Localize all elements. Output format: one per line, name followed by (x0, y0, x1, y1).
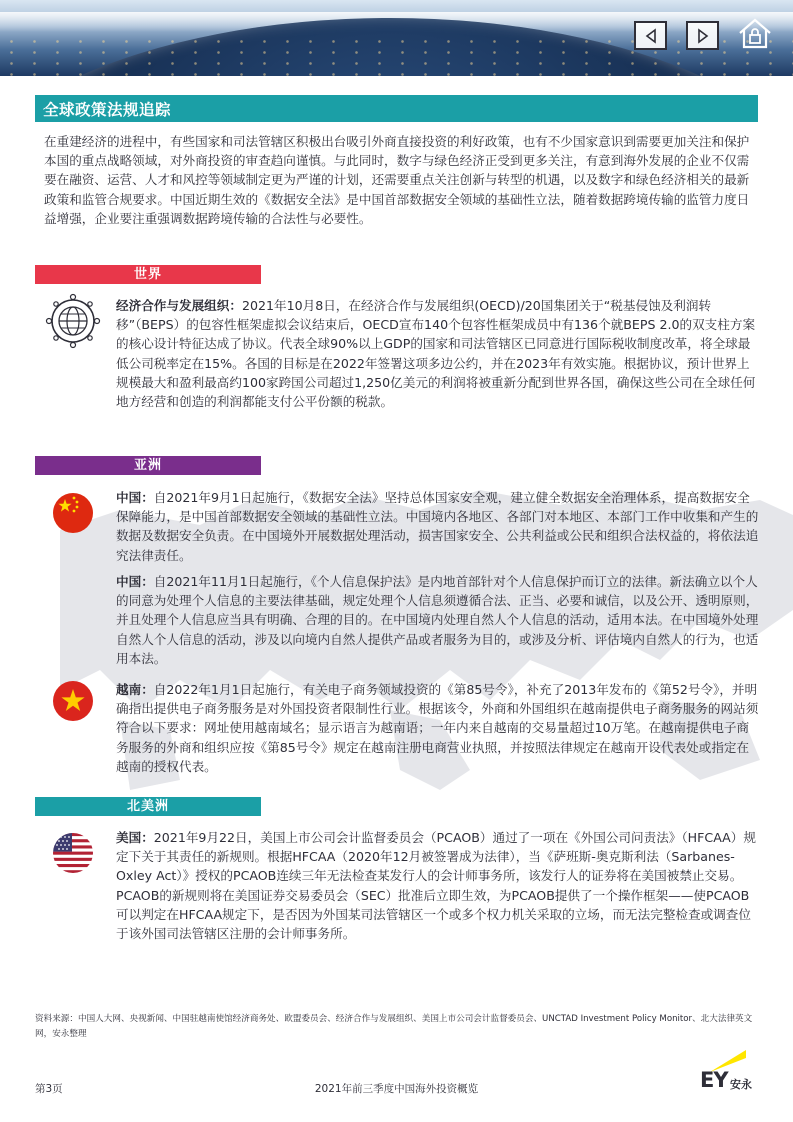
previous-page-button[interactable] (634, 21, 667, 50)
entry-lead: 越南： (116, 682, 154, 697)
entry-vietnam (116, 680, 759, 776)
entry-lead: 经济合作与发展组织： (116, 298, 242, 313)
entry-oecd (116, 296, 759, 411)
vietnam-flag-icon (44, 672, 104, 732)
region-label-world: 世界 (35, 265, 261, 284)
entry-usa (116, 828, 759, 943)
usa-flag-icon (44, 824, 104, 884)
page-title: 全球政策法规追踪 (43, 100, 172, 119)
ey-logo-text: EY (700, 1068, 728, 1092)
home-button[interactable] (737, 16, 773, 50)
sources-note: 资料来源：中国人大网、央视新闻、中国驻越南使馆经济商务处、欧盟委员会、经济合作与发展组织、美国上市公司会计监督委员会、UNCTAD Investment Policy Monitor、北大法律英文网，安永整理 (35, 1014, 753, 1039)
page-title-bar (35, 95, 758, 122)
entry-lead: 美国： (116, 830, 154, 845)
china-flag-icon (44, 484, 104, 544)
entry-text: 自2021年9月1日起施行，《数据安全法》坚持总体国家安全观，建立健全数据安全治理体系，提高数据安全保障能力，是中国首部数据安全领域的基础性立法。中国境内各地区、各部门对本地区、本部门工作中收集和产生的数据及数据安全负责。在中国境外开展数据处理活动，损害国家安全、公共利益或公民和组织合法权益的，将依法追究法律责任。 (116, 490, 759, 563)
intro-paragraph: 在重建经济的进程中，有些国家和司法管辖区积极出台吸引外商直接投资的利好政策，也有不少国家意识到需要更加关注和保护本国的重点战略领域，对外商投资的审查趋向谨慎。与此同时，数字与绿色经济正受到更多关注，有意到海外发展的企业不仅需要在融资、运营、人才和风控等领域制定更为严谨的计划，还需要重点关注创新与转型的机遇，以及数字和绿色经济相关的最新政策和监管合规要求。中国近期生效的《数据安全法》是中国首部数据安全领域的基础性立法，随着数据跨境传输的监管力度日益增强，企业要注重强调数据跨境传输的合法性与必要性。 (44, 134, 750, 226)
report-title: 2021年前三季度中国海外投资概览 (314, 1083, 479, 1095)
entry-text: 2021年10月8日，在经济合作与发展组织(OECD)/20国集团关于“税基侵蚀及利润转移”（BEPS）的包容性框架虚拟会议结束后，OECD宣布140个包容性框架成员中有136个就BEPS 2.0的双支柱方案的核心设计特征达成了协议。代表全球90%以上GDP的国家和司法管辖区已同意进行国际税收制度改革，将全球最低公司税率定在15%。各国的目标是在2022年签署这项多边公约，并在2023年有效实施。根据协议，预计世界上规模最大和盈利最高约100家跨国公司超过1,250亿美元的利润将被重新分配到世界各国，确保这些公司在全球任何地方经营和创造的利润都能支付公平份额的税款。 (116, 298, 756, 410)
entry-text: 2021年9月22日，美国上市公司会计监督委员会（PCAOB）通过了一项在《外国公司问责法》（HFCAA）规定下关于其责任的新规则。根据HFCAA（2020年12月被签署成为法律），当《萨班斯-奥克斯利法（Sarbanes-Oxley Act）》授权的PCAOB连续三年无法检查某发行人的会计师事务所，该发行人的证券将在美国被禁止交易。PCAOB的新规则将在美国证券交易委员会（SEC）批准后立即生效，为PCAOB提供了一个操作框架——使PCAOB可以判定在HFCAA规定下，是否因为外国某司法管辖区一个或多个权力机关采取的立场，而无法完整检查或调查位于该外国司法管辖区注册的会计师事务所。 (116, 830, 756, 942)
header-banner (0, 0, 793, 76)
next-arrow-icon (695, 28, 711, 44)
entry-text: 自2022年1月1日起施行，有关电子商务领域投资的《第85号令》，补充了2013年发布的《第52号令》，并明确指出提供电子商务服务是对外国投资者限制性行业。根据该令，外商和外国组织在越南提供电子商务服务的网站须符合以下要求：网址使用越南域名；显示语言为越南语；一年内来自越南的交易量超过10万笔。在越南提供电子商务服务的外商和组织应按《第85号令》规定在越南注册电商营业执照，并按照法律规定在越南开设代表处或指定在越南的授权代表。 (116, 682, 759, 774)
ey-logo (700, 1046, 760, 1094)
region-label-asia: 亚洲 (35, 456, 261, 475)
globe-network-icon (44, 292, 104, 352)
next-page-button[interactable] (686, 21, 719, 50)
page-number: 第3页 (35, 1083, 63, 1095)
entry-lead: 中国： (116, 574, 154, 589)
region-label-north-america: 北美洲 (35, 797, 261, 816)
entry-china-personal-info (116, 572, 759, 668)
ey-logo-cn: 安永 (730, 1078, 752, 1091)
entry-text: 自2021年11月1日起施行，《个人信息保护法》是内地首部针对个人信息保护而订立的法律。新法确立以个人的同意为处理个人信息的主要法律基础，规定处理个人信息须遵循合法、正当、必要和诚信，以及公开、透明原则，并且处理个人信息应当具有明确、合理的目的。在中国境内处理自然人个人信息的活动，适用本法。在中国境外处理自然人个人信息的活动，涉及以向境内自然人提供产品或者服务为目的，或涉及分析、评估境内自然人的行为，也适用本法。 (116, 574, 759, 666)
entry-lead: 中国： (116, 490, 154, 505)
home-lock-icon (737, 16, 773, 50)
city-lights (0, 36, 793, 76)
prev-arrow-icon (643, 28, 659, 44)
entry-china-data-security (116, 488, 759, 565)
